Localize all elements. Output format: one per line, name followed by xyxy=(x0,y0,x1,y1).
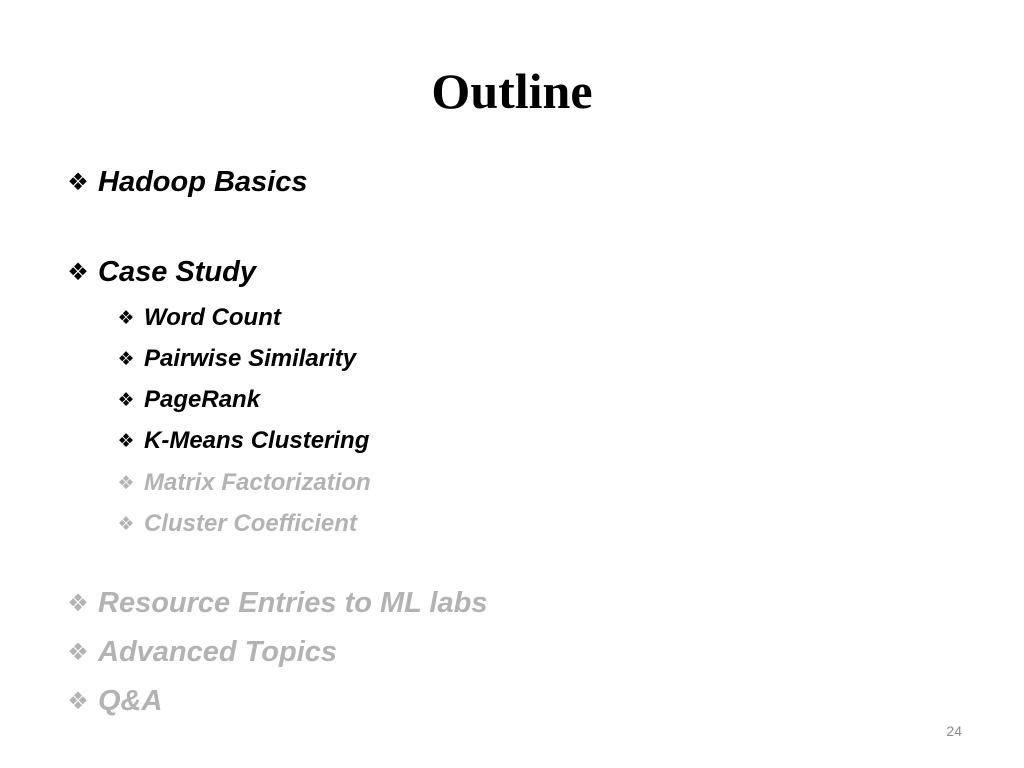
outline-subitem-pagerank xyxy=(114,386,260,414)
outline-item-label: Pairwise Similarity xyxy=(144,345,357,372)
outline-item-label: Hadoop Basics xyxy=(98,166,308,198)
four-diamond-bullet-icon: ❖ xyxy=(67,639,89,666)
outline-subitem-pairwise-similarity xyxy=(114,345,356,373)
outline-item-label: PageRank xyxy=(144,386,261,413)
four-diamond-bullet-icon: ❖ xyxy=(117,348,135,370)
outline-item-case-study xyxy=(64,256,256,289)
outline-subitem-word-count xyxy=(114,304,281,332)
outline-item-advanced-topics xyxy=(64,636,337,669)
four-diamond-bullet-icon: ❖ xyxy=(67,590,89,617)
outline-item-label: Advanced Topics xyxy=(98,636,338,668)
four-diamond-bullet-icon: ❖ xyxy=(117,430,135,452)
four-diamond-bullet-icon: ❖ xyxy=(117,472,135,494)
four-diamond-bullet-icon: ❖ xyxy=(117,307,135,329)
outline-item-label: Case Study xyxy=(98,256,256,288)
outline-item-label: K-Means Clustering xyxy=(144,427,370,454)
outline-item-resource-entries xyxy=(64,587,487,620)
four-diamond-bullet-icon: ❖ xyxy=(117,513,135,535)
page-number: 24 xyxy=(946,723,962,739)
four-diamond-bullet-icon: ❖ xyxy=(67,169,89,196)
outline-item-label: Resource Entries to ML labs xyxy=(98,587,488,619)
outline-subitem-matrix-factorization xyxy=(114,469,371,497)
four-diamond-bullet-icon: ❖ xyxy=(117,389,135,411)
outline-subitem-cluster-coefficient xyxy=(114,510,357,538)
outline-item-hadoop-basics xyxy=(64,166,308,199)
four-diamond-bullet-icon: ❖ xyxy=(67,259,89,286)
outline-item-qa xyxy=(64,685,162,718)
outline-item-label: Q&A xyxy=(98,685,163,717)
outline-item-label: Cluster Coefficient xyxy=(144,510,357,537)
slide-title: Outline xyxy=(431,63,593,119)
outline-subitem-kmeans-clustering xyxy=(114,427,369,455)
outline-item-label: Matrix Factorization xyxy=(144,469,371,496)
outline-item-label: Word Count xyxy=(144,304,281,331)
four-diamond-bullet-icon: ❖ xyxy=(67,688,89,715)
